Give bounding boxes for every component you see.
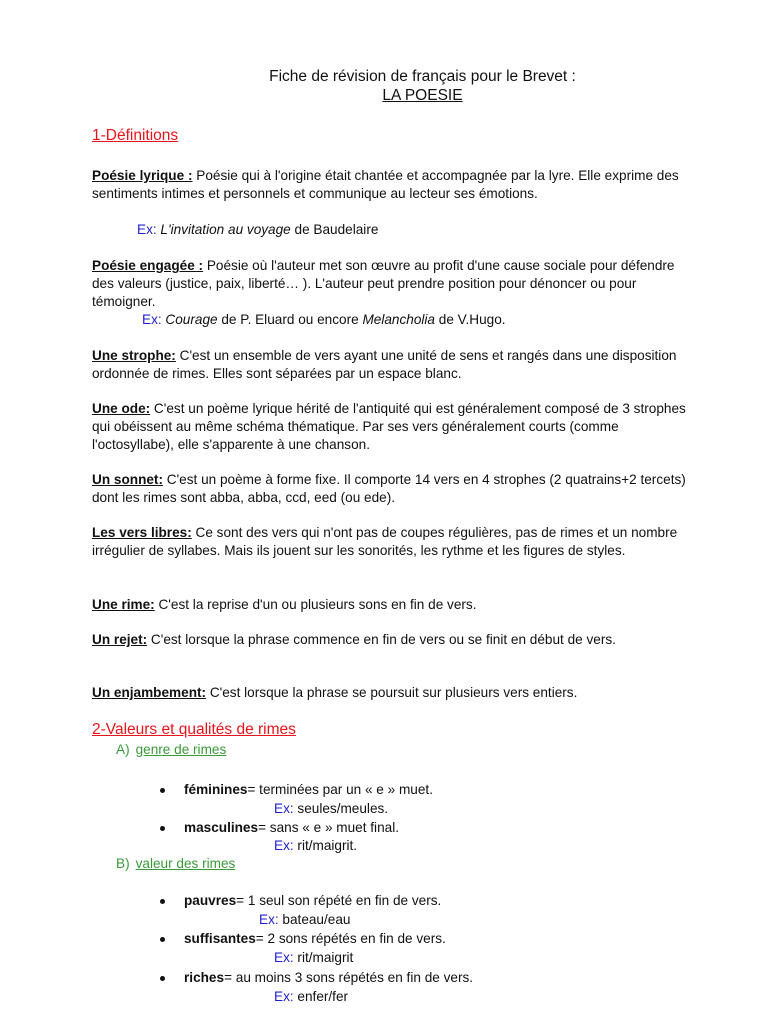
definition-ode: [92, 400, 688, 453]
definition-term: Un enjambement:: [92, 685, 207, 700]
example-title: Courage: [165, 312, 218, 327]
definition-poesie-lyrique: [92, 167, 688, 203]
example-poesie-engagee: [142, 311, 506, 329]
example-title: L'invitation au voyage: [160, 222, 291, 237]
definition-text: C'est un poème à forme fixe. Il comporte 14 vers en 4 strophes (2 quatrains+2 tercets) dont les rimes sont abba, abba, ccd, eed (ou ede).: [92, 472, 686, 505]
rhyme-text: = 1 seul son répété en fin de vers.: [236, 893, 442, 908]
definition-term: Une ode:: [92, 401, 151, 416]
example-author: de P. Eluard ou encore: [217, 312, 363, 327]
definition-term: Les vers libres:: [92, 525, 192, 540]
example-text: enfer/fer: [293, 989, 349, 1004]
example-text: rit/maigrit.: [293, 838, 358, 853]
definition-rejet: [92, 631, 688, 649]
list-item-pauvres: [160, 892, 441, 910]
list-item-suffisantes: [160, 930, 446, 948]
document-title: [0, 67, 768, 105]
bullet-icon: [160, 788, 165, 793]
definition-text: C'est la reprise d'un ou plusieurs sons en fin de vers.: [154, 597, 477, 612]
rhyme-term: suffisantes: [184, 931, 256, 946]
example-label: Ex:: [274, 950, 294, 965]
rhyme-text: = au moins 3 sons répétés en fin de vers.: [224, 970, 474, 985]
example-title-2: Melancholia: [362, 312, 435, 327]
rhyme-text: = terminées par un « e » muet.: [247, 782, 433, 797]
definition-text: Ce sont des vers qui n'ont pas de coupes régulières, pas de rimes et un nombre irrégulier de syllabes. Mais ils jouent sur les sonorités, les rythme et les figures de styles.: [92, 525, 678, 558]
title-line-1: Fiche de révision de français pour le Brevet :: [269, 68, 576, 85]
bullet-icon: [160, 899, 165, 904]
definition-text: Poésie où l'auteur met son œuvre au profit d'une cause sociale pour défendre des valeurs (justice, paix, liberté… ). L'auteur peut prendre position pour dénoncer ou pour témoigner.: [92, 258, 675, 309]
list-item-feminines: [160, 781, 433, 799]
definition-poesie-engagee: [92, 257, 688, 310]
example-text: bateau/eau: [278, 912, 351, 927]
section-1-heading: 1-Définitions: [92, 127, 179, 144]
rhyme-term: riches: [184, 970, 225, 985]
example-riches: [274, 988, 348, 1006]
subsection-letter: A): [116, 742, 130, 757]
bullet-icon: [160, 976, 165, 981]
example-feminines: [274, 800, 388, 818]
definition-text: C'est lorsque la phrase commence en fin de vers ou se finit en début de vers.: [147, 632, 616, 647]
example-masculines: [274, 837, 357, 855]
example-author: de Baudelaire: [290, 222, 379, 237]
rhyme-term: masculines: [184, 820, 259, 835]
rhyme-term: pauvres: [184, 893, 237, 908]
definition-text: C'est un poème lyrique hérité de l'antiquité qui est généralement composé de 3 strophes qui obéissent au même schéma thématique. Par ses vers généralement courts (comme l'octosyllabe), elle s'apparente à une chanson.: [92, 401, 686, 452]
example-label: Ex:: [274, 838, 294, 853]
example-poesie-lyrique: [137, 221, 378, 239]
section-2-heading: 2-Valeurs et qualités de rimes: [92, 721, 296, 738]
bullet-icon: [160, 826, 165, 831]
subsection-label: genre de rimes: [135, 742, 227, 757]
definition-text: C'est un ensemble de vers ayant une unité de sens et rangés dans une disposition ordonnée de rimes. Elles sont séparées par un espace blanc.: [92, 348, 677, 381]
definition-term: Poésie lyrique :: [92, 168, 193, 183]
example-pauvres: [259, 911, 350, 929]
example-label: Ex:: [274, 989, 294, 1004]
subsection-valeur-des-rimes: [116, 855, 235, 873]
example-text: rit/maigrit: [293, 950, 354, 965]
definition-term: Poésie engagée :: [92, 258, 204, 273]
subsection-letter: B): [116, 856, 130, 871]
definition-sonnet: [92, 471, 688, 507]
list-item-masculines: [160, 819, 399, 837]
definition-text: C'est lorsque la phrase se poursuit sur plusieurs vers entiers.: [206, 685, 578, 700]
example-label: Ex:: [259, 912, 279, 927]
subsection-genre-de-rimes: [116, 741, 226, 759]
example-label: Ex:: [137, 222, 157, 237]
definition-vers-libres: [92, 524, 688, 560]
definition-rime: [92, 596, 688, 614]
example-author-2: de V.Hugo.: [434, 312, 506, 327]
definition-term: Une strophe:: [92, 348, 176, 363]
definition-term: Une rime:: [92, 597, 155, 612]
example-text: seules/meules.: [293, 801, 389, 816]
definition-term: Un rejet:: [92, 632, 148, 647]
list-item-riches: [160, 969, 473, 987]
rhyme-text: = sans « e » muet final.: [258, 820, 399, 835]
definition-enjambement: [92, 684, 688, 702]
rhyme-term: féminines: [184, 782, 248, 797]
bullet-icon: [160, 937, 165, 942]
definition-strophe: [92, 347, 688, 383]
example-label: Ex:: [142, 312, 162, 327]
example-suffisantes: [274, 949, 353, 967]
rhyme-text: = 2 sons répétés en fin de vers.: [255, 931, 446, 946]
subsection-label: valeur des rimes: [135, 856, 236, 871]
title-line-2: LA POESIE: [382, 87, 463, 104]
example-label: Ex:: [274, 801, 294, 816]
definition-term: Un sonnet:: [92, 472, 163, 487]
definition-text: Poésie qui à l'origine était chantée et accompagnée par la lyre. Elle exprime des sentiments intimes et personnels et communique au lecteur ses émotions.: [92, 168, 679, 201]
